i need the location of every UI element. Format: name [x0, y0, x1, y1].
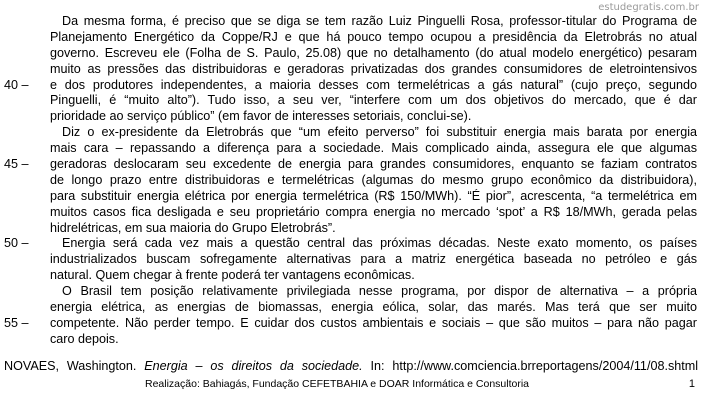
source-author: NOVAES, Washington.: [4, 359, 137, 373]
line-text: industrializados buscam sofregamente alternativas para a matriz energética baseada no petróleo e gás: [50, 252, 697, 267]
line-text: para substituir energia elétrica por energia termelétrica (R$ 150/MWh). “É pior”, acrescenta, “a termelétrica em: [50, 188, 697, 203]
line-number: 45 –: [4, 157, 29, 172]
line-text: Diz o ex-presidente da Eletrobrás que “um efeito perverso” foi substituir energia mais barata por energia: [62, 125, 697, 140]
line-text: prioridade ao serviço público” (em favor de interesses setoriais, conclui-se).: [50, 109, 472, 124]
line-text: muito as pressões das distribuidoras e geradoras privatizadas dos grandes consumidores de eletrointensivos: [50, 61, 697, 76]
line-number: 40 –: [4, 77, 29, 92]
line-text: mais cara – repassando a diferença para a sociedade. Mais complicado ainda, assegura ele que algumas: [50, 141, 697, 156]
line-text: muitos casos fica desligada e seu proprietário compra energia no mercado ‘spot’ a R$ 18/MWh, gerada pelas: [50, 204, 697, 219]
line-number: 55 –: [4, 315, 29, 330]
line-text: governo. Escreveu ele (Folha de S. Paulo, 25.08) que no detalhamento (do atual modelo energético) pesaram: [50, 45, 697, 60]
line-number: 50 –: [4, 236, 29, 251]
line-text: hidrelétricas, em sua maioria do Grupo Eletrobrás”.: [50, 220, 336, 235]
line-text: Da mesma forma, é preciso que se diga se tem razão Luiz Pinguelli Rosa, professor-titular do Programa de: [62, 14, 697, 28]
page-number: 1: [688, 378, 695, 390]
line-text: natural. Quem chegar à frente poderá ter vantagens econômicas.: [50, 268, 415, 283]
line-text: de longo prazo entre distribuidoras e termelétricas (algumas do mesmo grupo econômico da distribuidora),: [50, 172, 697, 187]
line-text: caro depois.: [50, 331, 119, 346]
source-in: In:: [370, 359, 385, 373]
source-citation: [4, 359, 698, 374]
source-title: Energia – os direitos da sociedade.: [144, 359, 363, 373]
watermark: estudegratis.com.br: [598, 2, 699, 13]
line-text: O Brasil tem posição relativamente privilegiada nesse programa, por dispor de alternativa – a própria: [62, 284, 697, 299]
line-text: energia elétrica, as energias de biomassas, energia eólica, solar, das marés. Mas terá que ser muito: [50, 300, 697, 315]
line-text: Energia será cada vez mais a questão central das próximas décadas. Neste exato momento, os países: [62, 236, 697, 251]
line-text: Planejamento Energético da Coppe/RJ e que há pouco tempo ocupou a presidência da Eletrobrás no atual: [50, 29, 697, 44]
source-url: http://www.comciencia.brreportagens/2004/11/08.shtml: [392, 359, 699, 373]
line-text: geradoras deslocaram seu excedente de energia para grandes consumidores, enquanto se faziam contratos: [50, 157, 697, 172]
footer-credits: Realização: Bahiagás, Fundação CEFETBAHIA e DOAR Informática e Consultoria: [145, 378, 530, 390]
line-text: competente. Não perder tempo. E cuidar dos custos ambientais e sociais – que são muitos – para não pagar: [50, 315, 697, 330]
line-text: e dos produtores independentes, a maioria desses com termelétricas a gás natural” (cujo preço, segundo: [50, 77, 697, 92]
line-text: Pinguelli, é “muito alto”). Tudo isso, a seu ver, “interfere com um dos objetivos do mercado, que é dar: [50, 93, 697, 108]
